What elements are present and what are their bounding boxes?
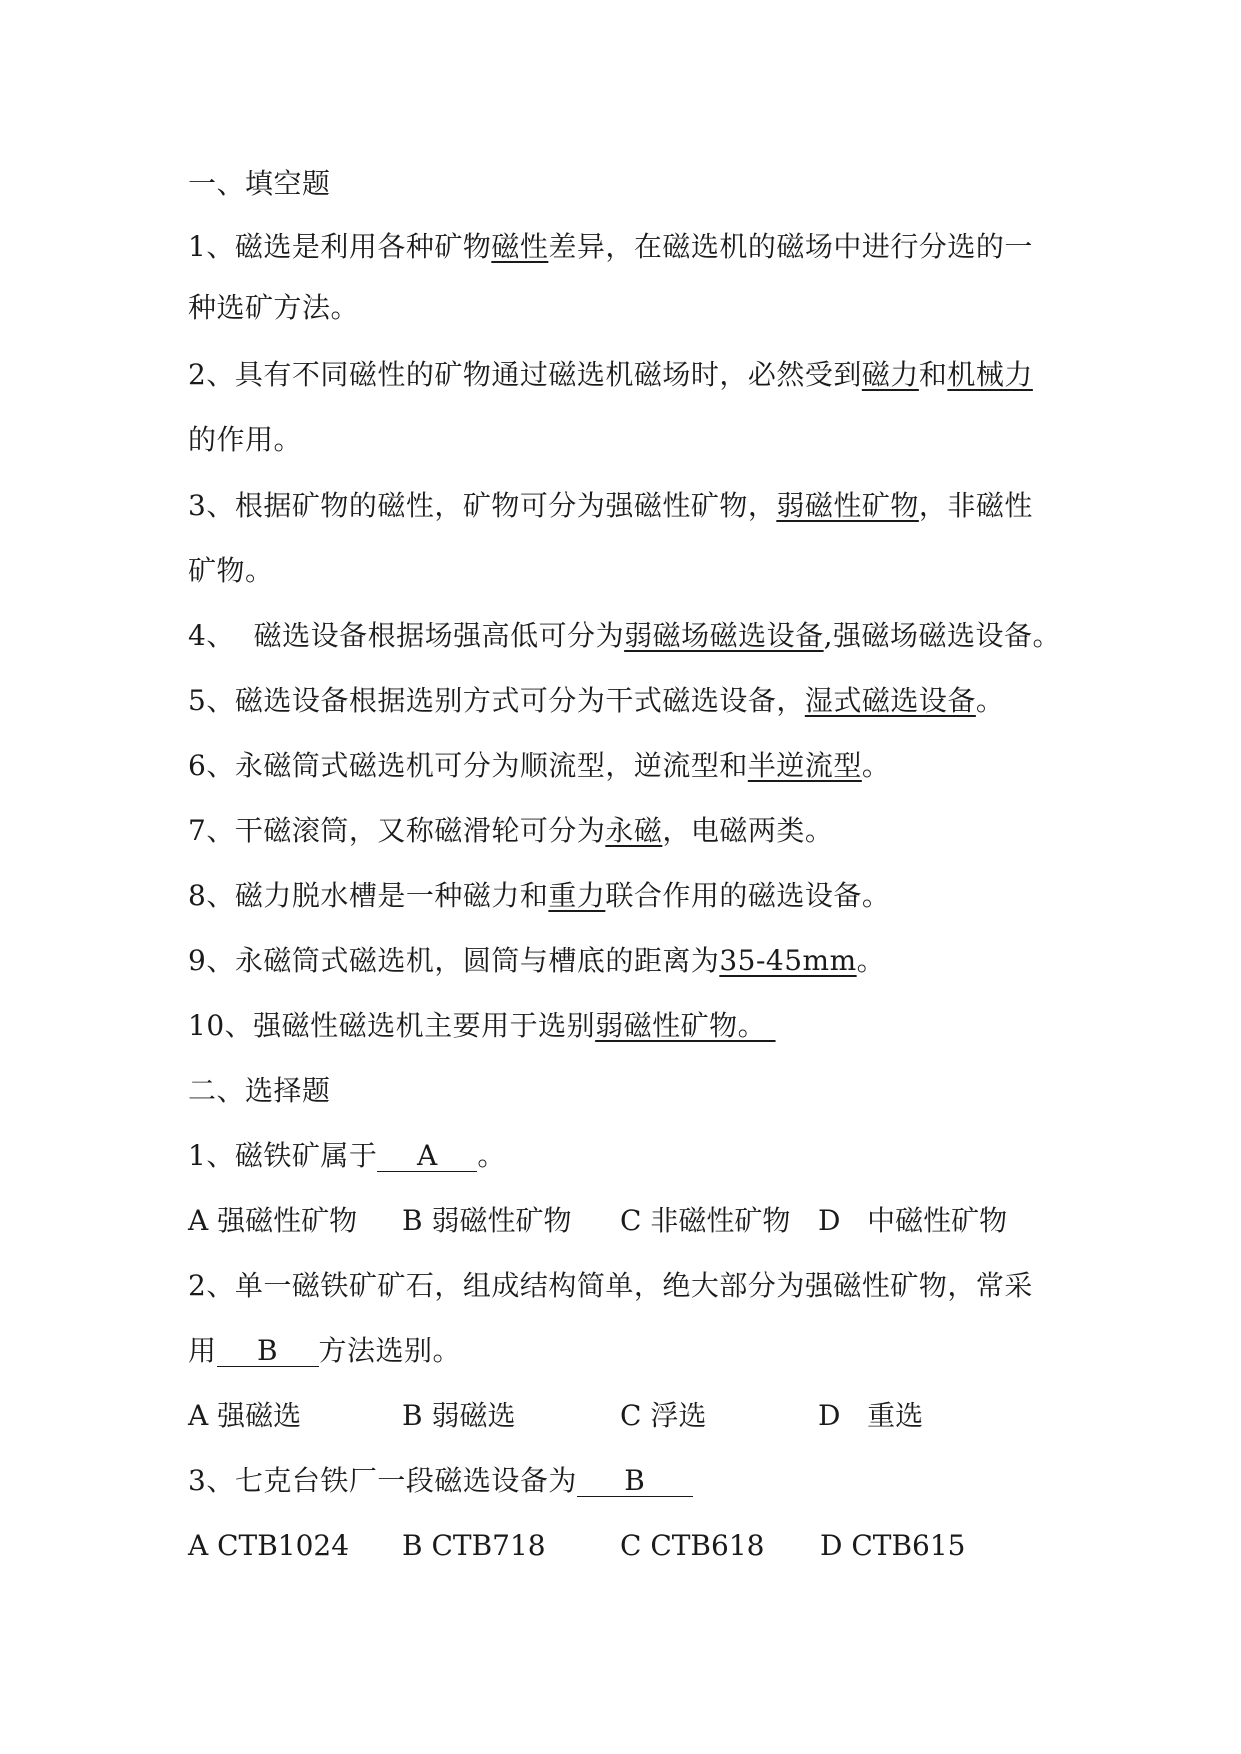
section-heading-fill-in: 一、填空题 [188,167,331,200]
question-text: 差异，在磁选机的磁场中进行分选的一 [548,230,1033,263]
option-d: D CTB615 [820,1529,966,1562]
answer-text: 湿式磁选设备 [804,684,976,717]
question-text: 和 [918,358,948,391]
answer-blank: A [377,1141,477,1172]
question-9 [188,943,885,979]
question-5 [188,683,1004,719]
question-text: 4、 磁选设备根据场强高低可分为 [188,619,625,652]
option-d: D 中磁性矿物 [818,1204,1008,1237]
answer-text: 半逆流型 [747,749,862,782]
option-b: B 弱磁性矿物 [402,1204,572,1237]
question-text: 1、磁选是利用各种矿物 [188,230,492,263]
question-3-line-2: 矿物。 [188,554,274,587]
question-text: 5、磁选设备根据选别方式可分为干式磁选设备， [188,684,805,717]
question-text: 。 [856,944,886,977]
question-text: 。 [861,749,891,782]
question-3-line-1 [188,488,1033,524]
option-a: A CTB1024 [188,1529,350,1562]
answer-text: 永磁 [605,814,663,847]
choice-question-2-line-2 [188,1333,461,1369]
question-text: ，电磁两类。 [662,814,834,847]
question-text: 方法选别。 [318,1334,462,1367]
question-2-line-1 [188,357,1033,393]
question-4 [188,618,1061,654]
question-text: 。 [975,684,1005,717]
option-b: B 弱磁选 [402,1399,516,1432]
question-text: 2、具有不同磁性的矿物通过磁选机磁场时，必然受到 [188,358,862,391]
answer-text: 重力 [548,879,606,912]
option-c: C CTB618 [620,1529,765,1562]
option-b: B CTB718 [402,1529,546,1562]
answer-text: 弱磁性矿物。 [595,1009,776,1042]
question-1-line-1 [188,229,1033,265]
question-text: ,强磁场磁选设备。 [823,619,1062,652]
answer-text: 机械力 [947,358,1033,391]
answer-text: 弱磁场磁选设备 [624,619,824,652]
question-text: 3、根据矿物的磁性，矿物可分为强磁性矿物， [188,489,777,522]
option-a: A 强磁性矿物 [188,1204,358,1237]
question-8 [188,878,890,914]
choice-question-1 [188,1138,506,1174]
answer-text: 35-45mm [719,944,857,977]
question-text: 。 [477,1139,506,1172]
option-c: C 浮选 [620,1399,707,1432]
question-text: 3、七克台铁厂一段磁选设备为 [188,1464,577,1497]
question-text: ，非磁性 [918,489,1033,522]
answer-text: 磁力 [861,358,919,391]
answer-blank: B [217,1336,319,1367]
question-text: 1、磁铁矿属于 [188,1139,378,1172]
question-2-line-2: 的作用。 [188,423,303,456]
question-text: 8、磁力脱水槽是一种磁力和 [188,879,549,912]
section-heading-multiple-choice: 二、选择题 [188,1074,331,1107]
question-text: 联合作用的磁选设备。 [605,879,891,912]
question-text: 10、强磁性磁选机主要用于选别 [188,1009,596,1042]
option-d: D 重选 [818,1399,924,1432]
option-a: A 强磁选 [188,1399,302,1432]
question-text: 9、永磁筒式磁选机，圆筒与槽底的距离为 [188,944,720,977]
option-c: C 非磁性矿物 [620,1204,791,1237]
question-6 [188,748,890,784]
choice-question-2-line-1: 2、单一磁铁矿矿石，组成结构简单，绝大部分为强磁性矿物，常采 [188,1269,1033,1302]
answer-text: 弱磁性矿物 [776,489,919,522]
choice-question-3 [188,1463,693,1499]
question-text: 用 [188,1334,217,1367]
question-text: 6、永磁筒式磁选机可分为顺流型，逆流型和 [188,749,748,782]
question-text: 7、干磁滚筒，又称磁滑轮可分为 [188,814,606,847]
question-7 [188,813,833,849]
answer-text: 磁性 [491,230,549,263]
answer-blank: B [577,1466,693,1497]
question-10 [188,1008,776,1044]
question-1-line-2: 种选矿方法。 [188,291,360,324]
